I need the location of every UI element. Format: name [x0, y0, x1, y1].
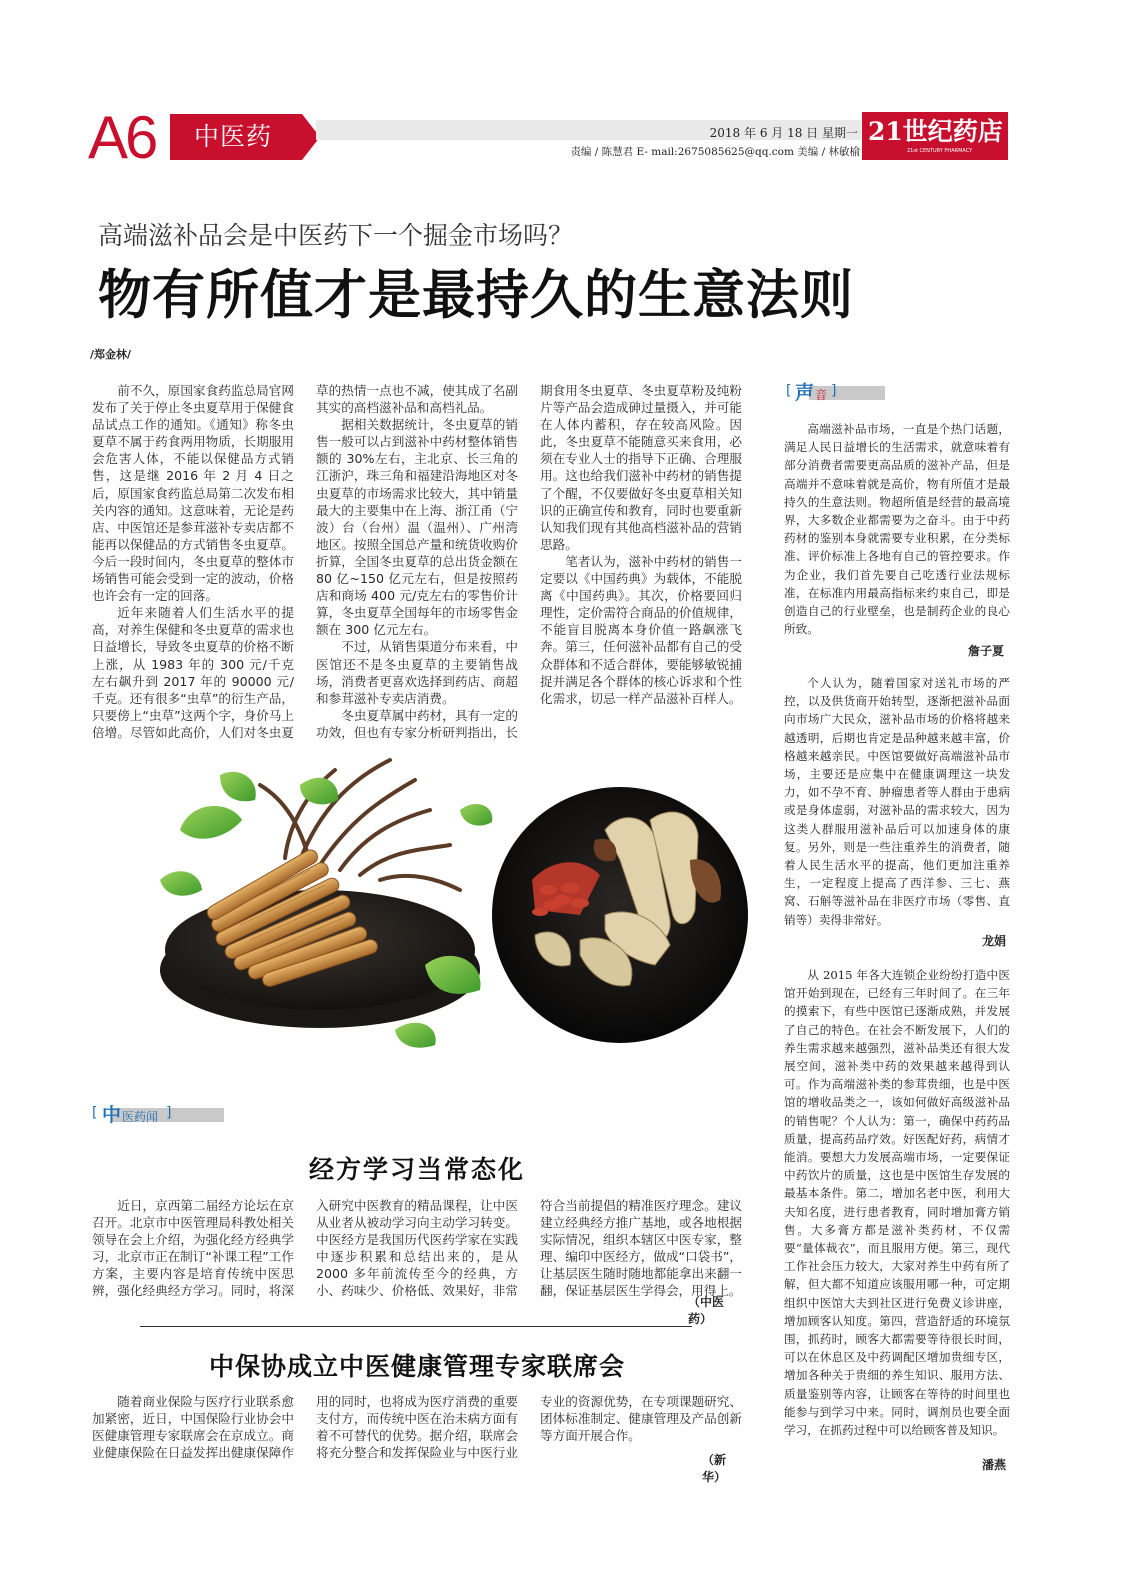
voices-tag-big: 声 — [795, 382, 815, 404]
editors-line: 责编 / 陈慧君 E- mail:2675085625@qq.com 美编 / 林敏榆 — [570, 146, 860, 158]
brand-logo-subtext: 21st CENTURY PHARMACY — [907, 148, 973, 154]
news-article-1-source: （中医药） — [688, 1295, 725, 1326]
herbs-image — [150, 740, 770, 1070]
voice-item-text: 从 2015 年各大连锁企业纷纷打造中医馆开始到现在，已经有三年时间了。在三年的摸索下，有些中医馆已逐渐成熟，并发展了自己的特色。在社会不断发展下，人们的养生需求越来越强烈，滋补品类还有很大发展空间，滋补类中药的效果越来越得到认可。作为高端滋补类的参茸贵细，也是中医馆的增收品类之一，该如何做好高级滋补品的销售呢？个人认为：第一，确保中药药品质量，提高药品疗效。好医配好药，病情才能消。要想大力发展高端市场，一定要保证中药饮片的质量，这也是中医馆生存发展的最基本条件。第二，增加名老中医，利用大夫知名度，进行患者教育，同时增加膏方销售。大多膏方都是滋补类药材，不仅需要“量体裁衣”，而且服用方便。第三，现代工作社会压力较大，大家对养生中药有所了解，但大都不知道应该服用哪一种，可定期组织中医馆大夫到社区进行免费义诊讲座，增加顾客认知度。第四，营造舒适的环境氛围，抓药时，顾客大都需要等待很长时间，可以在休息区及中药调配区增加贵细专区，增加各种关于贵细的养生知识、服用方法、质量鉴别等内容，让顾客在等待的时间里也能参与到学习中来。同时，调剂员也要全面学习，在抓药过程中可以给顾客普及知识。 — [784, 968, 1010, 1438]
article-kicker: 高端滋补品会是中医药下一个掘金市场吗？ — [98, 221, 574, 250]
voice-item-1 — [784, 420, 1010, 638]
voices-tag — [784, 380, 894, 404]
voices-tag-bracket-open: [ — [786, 383, 792, 399]
main-paragraph: 近年来随着人们生活水平的提高，对养生保健和冬虫夏草的需求也日益增长，导致冬虫夏草的价格不断上涨，从 1983 年的 300 元/千克左右飙升到 2017 年的 90000 元/千克。还有很多“虫草”的衍生产品，只要傍上“虫草”这两个字，身价马上倍增。尽管如此高价，人们对冬虫夏草的热情一点也不减，使其成了名副其实的高档滋补品和高档礼品。 — [92, 383, 518, 740]
voices-tag-small: 音 — [815, 388, 828, 402]
main-paragraph: 前不久，原国家食药监总局官网发布了关于停止冬虫夏草用于保健食品试点工作的通知。《通知》称冬虫夏草不属于药食两用物质，长期服用会危害人体，不能以保健品方式销售，这是继 2016 年 2 月 4 日之后，原国家食药监总局第二次发布相关内容的通知。这意味着，无论是药店、中医馆还是参茸滋补专卖店都不能再以保健品的方式销售冬虫夏草。今后一段时间内，冬虫夏草的整体市场销售可能会受到一定的波动，价格也许会有一定的回落。 — [92, 383, 294, 604]
voice-item-2 — [784, 674, 1010, 929]
news-article-1-title: 经方学习当常态化 — [308, 1155, 525, 1184]
page-number: A6 — [88, 104, 156, 171]
news-tag-bracket-open: [ — [92, 1105, 98, 1121]
issue-date: 2018 年 6 月 18 日 星期一 — [709, 126, 858, 140]
news-article-2-body — [92, 1393, 742, 1473]
voices-tag-bracket-close: ] — [831, 383, 837, 399]
section-name: 中医药 — [194, 122, 273, 151]
main-paragraph: 笔者认为，滋补中药材的销售一定要以《中国药典》为载体，不能脱离《中国药典》。其次，价格要回归理性，定价需符合商品的价值规律，不能盲目脱离本身价值一路飙涨飞奔。第三，任何滋补品都有自己的受众群体和不适合群体，要能够敏锐捕捉并满足各个群体的核心诉求和个性化需求，切忌一样产品滋补百样人。 — [540, 553, 742, 706]
page-header — [0, 0, 1122, 200]
voice-item-text: 个人认为，随着国家对送礼市场的严控，以及供货商开始转型，逐渐把滋补品面向市场广大民众，滋补品市场的价格将越来越透明，后期也肯定是品种越来越丰富，价格越来越亲民。中医馆要做好高端滋补品市场，主要还是应集中在健康调理这一块发力，如不孕不育、肿瘤患者等人群由于患病或是身体虚弱，对滋补品的需求较大，因为这类人群服用滋补品后可以加速身体的康复。另外，则是一些注重养生的消费者，随着人民生活水平的提高，他们更加注重养生，一定程度上提高了西洋参、三七、燕窝、石斛等滋补品在非医疗市场（零售、直销等）卖得非常好。 — [784, 676, 1010, 927]
voice-item-text: 高端滋补品市场，一直是个热门话题，满足人民日益增长的生活需求，就意味着有部分消费者需要更高品质的滋补产品，但是高端并不意味着就是高价，物有所值才是最持久的生意法则。物超所值是经营的最高境界，大多数企业都需要为之奋斗。由于中药药材的鉴别本身就需要专业积累，在分类标准、评价标准上各地有自己的管控要求。作为企业，我们首先要自己吃透行业法规标准，在标准内用最高指标来约束自己，即是创造自己的行业壁垒，也是制药企业的良心所致。 — [784, 422, 1010, 637]
news-article-2-paragraph: 随着商业保险与医疗行业联系愈加紧密，近日，中国保险行业协会中医健康管理专家联席会在京成立。商业健康保险在日益发挥出健康保障作用的同时，也将成为医疗消费的重要支付方，而传统中医在治未病方面有着不可替代的优势。据介绍，联席会将充分整合和发挥保险业与中医行业专业的资源优势，在专项课题研究、团体标准制定、健康管理及产品创新等方面开展合作。 — [92, 1394, 742, 1461]
voice-item-3 — [784, 966, 1010, 1439]
voice-item-author: 詹子夏 — [968, 644, 1005, 658]
news-tag-small: 医药闻 — [122, 1110, 159, 1124]
voice-item-author: 潘燕 — [982, 1458, 1007, 1472]
news-article-2-source: （新华） — [702, 1453, 727, 1484]
news-tag — [92, 1105, 227, 1125]
herbal-illustration — [150, 740, 770, 1070]
section-banner — [170, 114, 320, 160]
news-divider — [140, 1326, 692, 1327]
news-article-1-paragraph: 近日，京西第二届经方论坛在京召开。北京市中医管理局科教处相关领导在会上介绍，为强化经方经典学习，北京市正在制订“补课工程”工作方案，主要内容是培育传统中医思辨，强化经典经方学习。同时，将深入研究中医教育的精品课程，让中医从业者从被动学习向主动学习转变。中医经方是我国历代医药学家在实践中逐步积累和总结出来的，是从 2000 多年前流传至今的经典，方小、药味少、价格低、效果好，非常符合当前提倡的精准医疗理念。建议建立经典经方推广基地，或各地根据实际情况，组织本辖区中医专家，整理、编印中医经方，做成“口袋书”，让基层医生随时随地都能拿出来翻一翻，保证基层医生学得会，用得上。 — [92, 1198, 742, 1299]
news-article-2-title: 中保协成立中医健康管理专家联席会 — [208, 1352, 625, 1381]
brand-logo-text: 21世纪药店 — [868, 117, 1003, 146]
news-article-1-body — [92, 1197, 742, 1312]
voice-item-author: 龙娟 — [982, 934, 1007, 948]
news-box — [92, 1105, 742, 1485]
ginseng-bowl — [492, 787, 748, 1043]
main-article-body — [92, 382, 742, 744]
article-headline: 物有所值才是最持久的生意法则 — [98, 264, 854, 326]
sidebar-voices — [784, 380, 1012, 1490]
news-tag-big: 中 — [102, 1104, 122, 1126]
main-paragraph: 冬虫夏草属中药材，具有一定的功效，但也有专家分析研判指出，长期食用冬虫夏草、冬虫夏草粉及纯粉片等产品会造成砷过量摄入，并可能在人体内蓄积，存在较高风险。因此，冬虫夏草不能随意买来食用，必须在专业人士的指导下正确、合理服用。这也给我们滋补中药材的销售提了个醒，不仅要做好冬虫夏草相关知识的正确宣传和教育，同时也要重新认知我们现有其他高档滋补品的营销思路。 — [316, 383, 742, 740]
main-paragraph: 据相关数据统计，冬虫夏草的销售一般可以占到滋补中药材整体销售额的 30%左右，主北京、长三角的江浙沪，珠三角和福建沿海地区对冬虫夏草的市场需求比较大，其中销量最大的主要集中在上海、浙江甬（宁波）台（台州）温（温州）、广州湾地区。按照全国总产量和统货收购价折算，全国冬虫夏草的总出货金额在 80 亿~150 亿元左右，但是按照药店和商场 400 元/克左右的零售价计算，冬虫夏草全国每年的市场零售金额在 300 亿元左右。 — [316, 417, 518, 638]
main-paragraph: 不过，从销售渠道分布来看，中医馆还不是冬虫夏草的主要销售战场，消费者更喜欢选择到药店、商超和参茸滋补专卖店消费。 — [316, 639, 518, 706]
brand-logo — [862, 112, 1008, 160]
article-byline: /郑金林/ — [90, 348, 132, 361]
news-tag-bracket-close: ] — [166, 1105, 172, 1121]
